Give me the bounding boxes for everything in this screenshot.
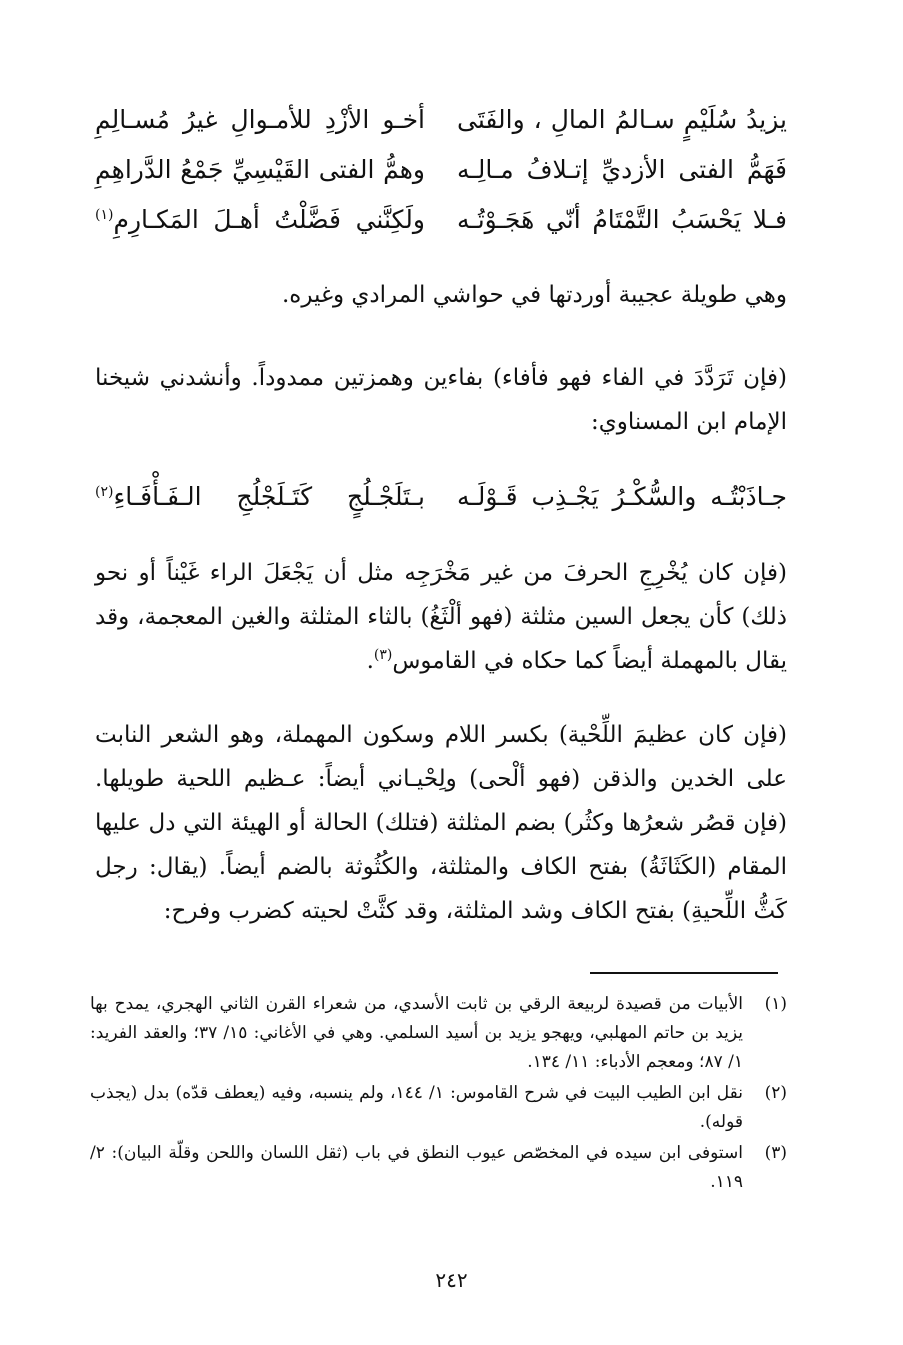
paragraph-2: (فإن تَرَدَّدَ في الفاء فهو فأفاء) بفاءين وهمزتين ممدوداً. وأنشدني شيخنا الإمام ابن المسناوي: (95, 365, 787, 435)
paragraph-3-end: . (366, 648, 374, 674)
verse-left-hemistich (95, 195, 425, 245)
verse-right-hemistich: جـاذَبْتُـه والسُّكْـرُ يَجْـذِب قَـوْلَـه (457, 482, 787, 511)
verse-left-hemistich: وهمُّ الفتى القَيْسِيِّ جَمْعُ الدَّراهِمِ (95, 155, 425, 184)
verse-right-hemistich: يزيدُ سُلَيْمٍ سـالمُ المالِ ، والفَتَى (457, 105, 787, 134)
footnotes (90, 990, 787, 1199)
footnote-item (90, 1139, 787, 1197)
footnote-text: استوفى ابن سيده في المخصّص عيوب النطق في باب (ثقل اللسان واللحن وقلّة البيان): ٢/ ١١٩. (90, 1143, 743, 1192)
footnote-separator (590, 972, 778, 974)
verse-left-text: ولَكِنَّني فَضَّلْتُ أهـلَ المَكـارِمِ (113, 205, 425, 234)
verse-right-hemistich: فَهَمُّ الفتى الأزديِّ إتـلافُ مـالِـه (457, 155, 787, 184)
verse-left-hemistich: أخـو الأزْدِ للأمـوالِ غيرُ مُسـالِمِ (95, 105, 425, 134)
footnote-marker[interactable]: (٢) (95, 484, 114, 500)
paragraph-3 (95, 551, 787, 683)
footnote-number: (٣) (764, 1143, 787, 1163)
poem-verse (95, 195, 787, 245)
poem-verse (95, 145, 787, 195)
footnote-number: (٢) (764, 1083, 787, 1103)
footnote-item (90, 990, 787, 1077)
poem-block (95, 95, 787, 245)
footnote-item (90, 1079, 787, 1137)
footnote-marker[interactable]: (١) (95, 207, 114, 223)
paragraph-4: (فإن كان عظيمَ اللِّحْية) بكسر اللام وسكون المهملة، وهو الشعر النابت على الخدين والذقن (فهو ألْحى) ولِحْيـاني أيضاً: عـظيم اللحية طويلها. (فإن قصُر شعرُها وكثُر) بضم المثلثة (فتلك) الحالة أو الهيئة التي دل عليها المقام (الكَثَاثَةُ) بفتح الكاف والمثلثة، والكُثُوثة بالضم أيضاً. (يقال: رجل كَثُّ اللِّحيةِ) بفتح الكاف وشد المثلثة، وقد كثَّتْ لحيته كضرب وفرح: (95, 722, 787, 924)
footnote-number: (١) (764, 994, 787, 1014)
verse-left-text: بـتَلَجْـلُجٍ كَتَـلَجْلُجِ الـفَـأْفَـاءِ (113, 482, 425, 511)
page-number: ٢٤٢ (435, 1268, 468, 1292)
footnote-marker[interactable]: (٣) (373, 647, 393, 663)
verse-left-hemistich (95, 472, 425, 522)
footnote-text: نقل ابن الطيب البيت في شرح القاموس: ١/ ١٤٤، ولم ينسبه، وفيه (يعطف قدّه) بدل (يجذب قوله). (90, 1083, 743, 1132)
quoted-verse (95, 472, 787, 522)
paragraph-3-text: (فإن كان يُخْرِجِ الحرفَ من غير مَخْرَجِه مثل أن يَجْعَلَ الراء غَيْناً أو نحو ذلك) كأن يجعل السين مثلثة (فهو ألْثَغُ) بالثاء المثلثة والغين المعجمة، وقد يقال بالمهملة أيضاً كما حكاه في القاموس (95, 560, 787, 674)
verse-right-hemistich: فـلا يَحْسَبُ التَّمْتَامُ أنّي هَجَـوْتُـه (457, 205, 787, 234)
poem-verse (95, 95, 787, 145)
paragraph-1: وهي طويلة عجيبة أوردتها في حواشي المرادي وغيره. (281, 282, 787, 308)
footnote-text: الأبيات من قصيدة لربيعة الرقي بن ثابت الأسدي، من شعراء القرن الثاني الهجري، يمدح بها يزيد بن حاتم المهلبي، ويهجو يزيد بن أسيد السلمي. وهي في الأغاني: ١٥/ ٣٧؛ والعقد الفريد: ١/ ٨٧؛ ومعجم الأدباء: ١١/ ١٣٤. (90, 994, 743, 1072)
